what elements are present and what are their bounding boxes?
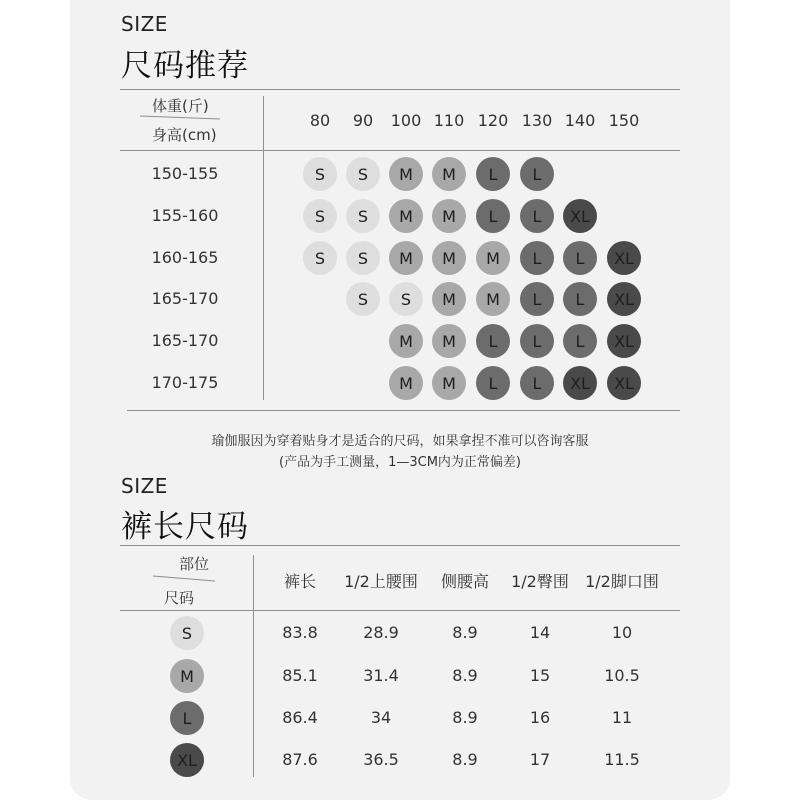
- fit-note: 瑜伽服因为穿着贴身才是适合的尺码，如果拿捏不准可以咨询客服: [211, 434, 589, 449]
- weight-header: 140: [564, 111, 596, 130]
- header-height-label: 身高(cm): [152, 126, 217, 144]
- size-badge: XL: [563, 199, 597, 233]
- weight-header: 90: [352, 111, 374, 130]
- size-badge: M: [389, 157, 423, 191]
- weight-header: 150: [608, 111, 640, 130]
- pants-measurement-cell: 36.5: [363, 750, 399, 769]
- pants-column-header: 1/2臀围: [511, 572, 569, 591]
- section1-header-rule: [120, 150, 680, 151]
- size-badge: S: [303, 241, 337, 275]
- pants-measurement-cell: 85.1: [282, 666, 318, 685]
- size-badge: L: [520, 199, 554, 233]
- section2-header-rule: [120, 610, 680, 611]
- pants-measurement-cell: 8.9: [452, 750, 478, 769]
- pants-measurement-cell: 11.5: [604, 750, 640, 769]
- size-badge: XL: [607, 241, 641, 275]
- size-badge: M: [432, 241, 466, 275]
- weight-header: 120: [477, 111, 509, 130]
- section2-title-cn: 裤长尺码: [121, 509, 249, 545]
- size-badge: M: [432, 366, 466, 400]
- size-badge: L: [520, 157, 554, 191]
- pants-measurement-cell: 8.9: [452, 708, 478, 727]
- weight-header: 80: [309, 111, 331, 130]
- size-badge: M: [432, 324, 466, 358]
- size-badge: XL: [607, 324, 641, 358]
- height-range-label: 165-170: [151, 289, 219, 308]
- size-badge: M: [476, 241, 510, 275]
- size-badge: XL: [607, 366, 641, 400]
- pants-measurement-cell: 8.9: [452, 623, 478, 642]
- pants-measurement-cell: 8.9: [452, 666, 478, 685]
- pants-size-badge: L: [170, 701, 204, 735]
- size-badge: L: [563, 282, 597, 316]
- pants-measurement-cell: 14: [529, 623, 551, 642]
- pants-measurement-cell: 10: [611, 623, 633, 642]
- size-badge: L: [520, 366, 554, 400]
- size-badge: M: [389, 324, 423, 358]
- header-weight-label: 体重(斤): [152, 97, 209, 115]
- section1-bottom-rule: [127, 410, 680, 411]
- size-badge: S: [389, 282, 423, 316]
- size-badge: M: [389, 366, 423, 400]
- height-range-label: 165-170: [151, 331, 219, 350]
- size-badge: S: [346, 282, 380, 316]
- height-range-label: 155-160: [151, 206, 219, 225]
- header-part-label: 部位: [179, 555, 210, 573]
- pants-measurement-cell: 87.6: [282, 750, 318, 769]
- size-badge: M: [432, 157, 466, 191]
- size-badge: L: [520, 282, 554, 316]
- pants-measurement-cell: 28.9: [363, 623, 399, 642]
- pants-size-badge: XL: [170, 743, 204, 777]
- size-badge: M: [476, 282, 510, 316]
- pants-column-header: 侧腰高: [440, 572, 489, 591]
- section1-title-cn: 尺码推荐: [121, 48, 249, 84]
- pants-measurement-cell: 34: [370, 708, 392, 727]
- size-badge: S: [303, 157, 337, 191]
- size-badge: L: [563, 241, 597, 275]
- pants-measurement-cell: 83.8: [282, 623, 318, 642]
- section2-top-rule: [120, 545, 680, 546]
- pants-size-badge: S: [170, 616, 204, 650]
- size-badge: M: [389, 199, 423, 233]
- size-badge: XL: [607, 282, 641, 316]
- header2-diagonal-divider: [153, 572, 217, 584]
- weight-header: 110: [433, 111, 465, 130]
- section1-vertical-rule: [263, 96, 264, 400]
- size-badge: S: [346, 199, 380, 233]
- pants-size-badge: M: [170, 659, 204, 693]
- size-badge: L: [476, 199, 510, 233]
- header-diagonal-divider: [140, 112, 222, 120]
- section2-title-en: SIZE: [121, 474, 168, 498]
- pants-column-header: 1/2上腰围: [344, 572, 418, 591]
- section1-top-rule: [120, 89, 680, 90]
- weight-header: 100: [390, 111, 422, 130]
- measurement-note: (产品为手工测量，1—3CM内为正常偏差): [279, 455, 521, 470]
- pants-measurement-cell: 15: [529, 666, 551, 685]
- size-badge: M: [389, 241, 423, 275]
- size-badge: L: [520, 241, 554, 275]
- size-badge: L: [476, 324, 510, 358]
- size-badge: M: [432, 199, 466, 233]
- size-badge: M: [432, 282, 466, 316]
- header-size-label: 尺码: [164, 589, 195, 607]
- weight-header: 130: [521, 111, 553, 130]
- pants-measurement-cell: 86.4: [282, 708, 318, 727]
- pants-measurement-cell: 31.4: [363, 666, 399, 685]
- size-badge: L: [476, 157, 510, 191]
- pants-measurement-cell: 16: [529, 708, 551, 727]
- pants-measurement-cell: 17: [529, 750, 551, 769]
- height-range-label: 150-155: [151, 164, 219, 183]
- size-badge: L: [476, 366, 510, 400]
- pants-measurement-cell: 11: [611, 708, 633, 727]
- section2-vertical-rule: [253, 555, 254, 777]
- size-badge: L: [563, 324, 597, 358]
- pants-measurement-cell: 10.5: [604, 666, 640, 685]
- size-badge: S: [303, 199, 337, 233]
- pants-column-header: 1/2脚口围: [585, 572, 659, 591]
- section1-title-en: SIZE: [121, 12, 168, 36]
- size-badge: L: [520, 324, 554, 358]
- height-range-label: 160-165: [151, 248, 219, 267]
- pants-column-header: 裤长: [283, 572, 316, 591]
- size-badge: S: [346, 157, 380, 191]
- height-range-label: 170-175: [151, 373, 219, 392]
- size-badge: XL: [563, 366, 597, 400]
- size-badge: S: [346, 241, 380, 275]
